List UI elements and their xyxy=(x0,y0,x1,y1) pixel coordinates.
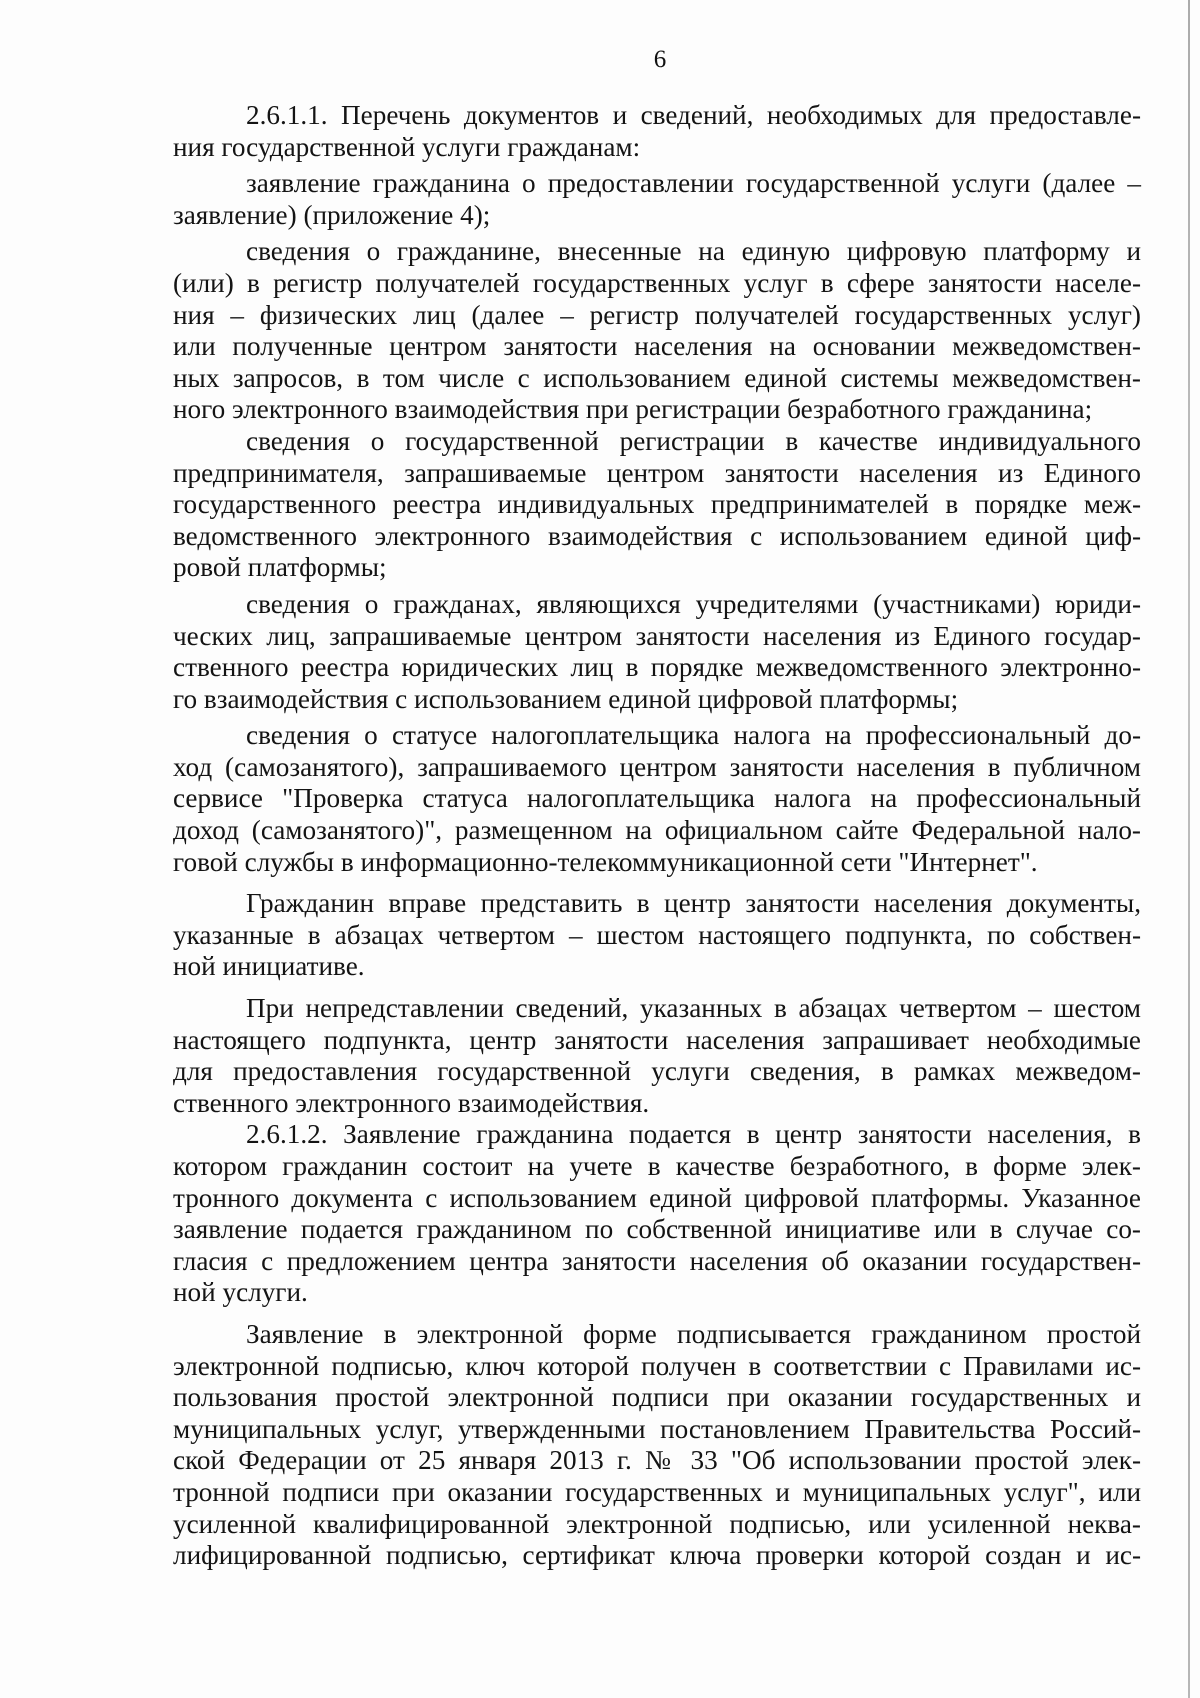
text-line: ход (самозанятого), запрашиваемого центром занятости населения в публичном xyxy=(173,751,1141,782)
text-line: При непредставлении сведений, указанных в абзацах четвертом – шестом xyxy=(246,993,1141,1024)
text-line: ной инициативе. xyxy=(173,951,365,982)
text-line: ных запросов, в том числе с использованием единой системы межведомствен- xyxy=(173,362,1141,393)
text-line: го взаимодействия с использованием единой цифровой платформы; xyxy=(173,683,959,714)
text-line: усиленной квалифицированной электронной подписью, или усиленной неква- xyxy=(173,1508,1141,1539)
text-line: заявление гражданина о предоставлении государственной услуги (далее – xyxy=(246,168,1141,199)
text-line: ния – физических лиц (далее – регистр получателей государственных услуг) xyxy=(173,299,1141,330)
text-line: лифицированной подписью, сертификат ключа проверки которой создан и ис- xyxy=(173,1540,1141,1571)
text-line: указанные в абзацах четвертом – шестом настоящего подпункта, по собствен- xyxy=(173,919,1141,950)
text-line: ровой платформы; xyxy=(173,552,387,583)
text-line: ния государственной услуги гражданам: xyxy=(173,131,641,162)
text-line: пользования простой электронной подписи при оказании государственных и xyxy=(173,1382,1141,1413)
text-line: электронной подписью, ключ которой получен в соответствии с Правилами ис- xyxy=(173,1350,1141,1381)
text-line: тронной подписи при оказании государственных и муниципальных услуг", или xyxy=(173,1476,1141,1507)
text-line: сведения о статусе налогоплательщика налога на профессиональный до- xyxy=(246,720,1141,751)
text-line: говой службы в информационно-телекоммуникационной сети "Интернет". xyxy=(173,846,1038,877)
page-number: 6 xyxy=(653,46,667,73)
text-line: заявление) (приложение 4); xyxy=(173,199,491,230)
text-line: доход (самозанятого)", размещенном на официальном сайте Федеральной нало- xyxy=(173,815,1141,846)
text-line: Заявление в электронной форме подписывается гражданином простой xyxy=(246,1318,1141,1349)
scan-edge-shadow xyxy=(1188,0,1190,1698)
text-line: котором гражданин состоит на учете в качестве безработного, в форме элек- xyxy=(173,1151,1141,1181)
text-line: для предоставления государственной услуги сведения, в рамках межведом- xyxy=(173,1056,1141,1087)
text-line: или полученные центром занятости населения на основании межведомствен- xyxy=(173,331,1141,362)
text-line: сервисе "Проверка статуса налогоплательщика налога на профессиональный xyxy=(173,783,1141,814)
text-line: сведения о гражданине, внесенные на единую цифровую платформу и xyxy=(246,236,1141,267)
text-line: тронного документа с использованием единой цифровой платформы. Указанное xyxy=(173,1182,1141,1213)
text-line: ской Федерации от 25 января 2013 г. № 33 "Об использовании простой элек- xyxy=(173,1445,1141,1476)
text-line: государственного реестра индивидуальных предпринимателей в порядке меж- xyxy=(173,489,1141,520)
text-line: (или) в регистр получателей государственных услуг в сфере занятости населе- xyxy=(173,267,1141,298)
text-line: ственного электронного взаимодействия. xyxy=(173,1087,650,1118)
text-line: ческих лиц, запрашиваемые центром занятости населения из Единого государ- xyxy=(173,620,1141,651)
text-line: ной услуги. xyxy=(173,1277,308,1308)
text-line: заявление подается гражданином по собственной инициативе или в случае со- xyxy=(173,1214,1141,1245)
text-line: ного электронного взаимодействия при регистрации безработного гражданина; xyxy=(173,394,1093,425)
text-line: ведомственного электронного взаимодействия с использованием единой циф- xyxy=(173,520,1141,551)
text-line: муниципальных услуг, утвержденными постановлением Правительства Россий- xyxy=(173,1413,1141,1444)
text-line: ственного реестра юридических лиц в порядке межведомственного электронно- xyxy=(173,652,1141,683)
body-text xyxy=(173,100,1141,1572)
text-line: предпринимателя, запрашиваемые центром занятости населения из Единого xyxy=(173,457,1141,488)
text-line: Гражданин вправе представить в центр занятости населения документы, xyxy=(246,888,1141,919)
text-line: сведения о государственной регистрации в качестве индивидуального xyxy=(246,425,1141,456)
text-line: гласия с предложением центра занятости населения об оказании государствен- xyxy=(173,1245,1141,1276)
text-line: 2.6.1.1. Перечень документов и сведений, необходимых для предоставле- xyxy=(246,100,1141,130)
text-line: настоящего подпункта, центр занятости населения запрашивает необходимые xyxy=(173,1024,1141,1055)
text-line: 2.6.1.2. Заявление гражданина подается в центр занятости населения, в xyxy=(246,1119,1141,1150)
text-line: сведения о гражданах, являющихся учредителями (участниками) юриди- xyxy=(246,588,1141,619)
